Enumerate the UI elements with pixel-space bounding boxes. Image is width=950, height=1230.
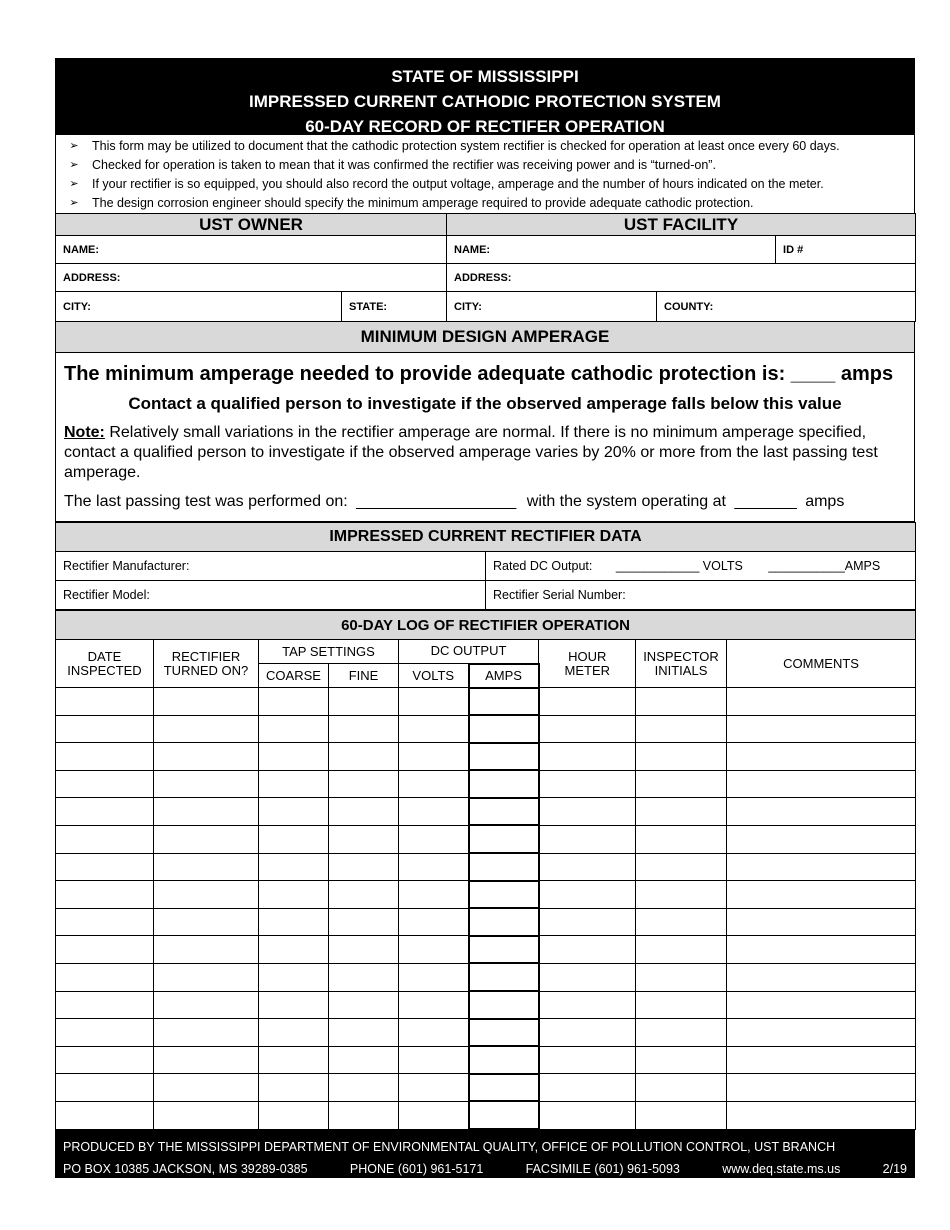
instruction-item [56,194,914,213]
volts-cell[interactable] [399,853,469,881]
date-cell[interactable] [56,715,154,743]
arrow-bullet-icon: ➢ [69,140,79,152]
footer-fax: FACSIMILE (601) 961-5093 [525,1162,680,1176]
initials-cell[interactable] [636,936,727,964]
amps-cell[interactable] [469,1046,539,1074]
coarse-cell[interactable] [259,991,329,1019]
initials-cell[interactable] [636,963,727,991]
owner-address-field[interactable]: ADDRESS: [56,264,447,292]
amps-cell[interactable] [469,908,539,936]
fine-cell[interactable] [329,991,399,1019]
comments-cell[interactable] [727,908,916,936]
date-cell[interactable] [56,963,154,991]
arrow-bullet-icon: ➢ [69,159,79,171]
rectifier-data-header: IMPRESSED CURRENT RECTIFIER DATA [56,523,916,552]
amps-cell[interactable] [469,688,539,716]
amps-cell[interactable] [469,715,539,743]
amps-cell[interactable] [469,853,539,881]
arrow-bullet-icon: ➢ [69,197,79,209]
coarse-cell[interactable] [259,1019,329,1047]
amps-cell[interactable] [469,770,539,798]
log-row [56,1101,916,1129]
col-date-inspected: DATE INSPECTED [56,640,154,688]
amps-cell[interactable] [469,1074,539,1102]
fine-cell[interactable] [329,1019,399,1047]
log-row [56,1046,916,1074]
coarse-cell[interactable] [259,936,329,964]
volts-cell[interactable] [399,798,469,826]
last-test-date-blank[interactable]: __________________ [356,493,517,510]
coarse-cell[interactable] [259,825,329,853]
note-paragraph [64,423,906,483]
coarse-cell[interactable] [259,1046,329,1074]
instruction-item [56,137,914,156]
volts-unit: VOLTS [702,559,743,573]
note-text: Relatively small variations in the rectifier amperage are normal. If there is no minimum amperage specified, contact a qualified person to investigate if the observed amperage varies by 20% or more from the last passing test amperage. [64,424,878,481]
turned-on-cell[interactable] [154,991,259,1019]
volts-cell[interactable] [399,825,469,853]
min-design-section [55,353,915,522]
initials-cell[interactable] [636,825,727,853]
comments-cell[interactable] [727,770,916,798]
instruction-text: This form may be utilized to document that the cathodic protection system rectifier is checked for operation at least once every 60 days. [92,139,840,153]
turned-on-cell[interactable] [154,881,259,909]
footer-contact-line [63,1158,907,1180]
col-tap-settings: TAP SETTINGS [259,640,399,664]
volts-cell[interactable] [399,770,469,798]
log-row [56,770,916,798]
facility-id-field[interactable]: ID # [776,236,916,264]
volts-cell[interactable] [399,1046,469,1074]
turned-on-cell[interactable] [154,1019,259,1047]
volts-cell[interactable] [399,1019,469,1047]
footer-website: www.deq.state.ms.us [722,1162,841,1176]
fine-cell[interactable] [329,798,399,826]
title-system: IMPRESSED CURRENT CATHODIC PROTECTION SYSTEM [249,92,721,111]
volts-blank[interactable]: ____________ [615,559,700,573]
amps-cell[interactable] [469,936,539,964]
footer-phone: PHONE (601) 961-5171 [349,1162,484,1176]
rectifier-data-table [55,522,916,610]
col-comments: COMMENTS [727,640,916,688]
fine-cell[interactable] [329,1074,399,1102]
comments-cell[interactable] [727,1046,916,1074]
turned-on-cell[interactable] [154,770,259,798]
hour-meter-cell[interactable] [539,853,636,881]
coarse-cell[interactable] [259,715,329,743]
amps-unit: AMPS [844,559,881,573]
hour-meter-cell[interactable] [539,825,636,853]
turned-on-cell[interactable] [154,825,259,853]
footer-po-box: PO BOX 10385 JACKSON, MS 39289-0385 [63,1162,308,1176]
arrow-bullet-icon: ➢ [69,178,79,190]
volts-cell[interactable] [399,963,469,991]
footer-revision: 2/19 [882,1162,907,1176]
date-cell[interactable] [56,881,154,909]
instruction-text: Checked for operation is taken to mean that it was confirmed the rectifier was receiving power and is “turned-on”. [92,158,716,172]
turned-on-cell[interactable] [154,963,259,991]
col-amps: AMPS [469,664,539,688]
log-row [56,881,916,909]
col-coarse: COARSE [259,664,329,688]
instruction-text: The design corrosion engineer should specify the minimum amperage required to provide adequate cathodic protection. [92,196,754,210]
facility-city-field[interactable]: CITY: [447,292,657,322]
coarse-cell[interactable] [259,743,329,771]
instruction-item [56,156,914,175]
date-cell[interactable] [56,825,154,853]
hour-meter-cell[interactable] [539,770,636,798]
col-fine: FINE [329,664,399,688]
volts-cell[interactable] [399,936,469,964]
fine-cell[interactable] [329,715,399,743]
rated-dc-output-field[interactable] [486,552,916,581]
comments-cell[interactable] [727,1101,916,1129]
log-row [56,825,916,853]
comments-cell[interactable] [727,743,916,771]
initials-cell[interactable] [636,853,727,881]
log-row [56,991,916,1019]
hour-meter-cell[interactable] [539,936,636,964]
fine-cell[interactable] [329,688,399,716]
title-state: STATE OF MISSISSIPPI [391,67,579,86]
coarse-cell[interactable] [259,881,329,909]
fine-cell[interactable] [329,1046,399,1074]
hour-meter-cell[interactable] [539,963,636,991]
col-dc-output: DC OUTPUT [399,640,539,664]
turned-on-cell[interactable] [154,688,259,716]
facility-county-field[interactable]: COUNTY: [657,292,916,322]
footer-produced-by: PRODUCED BY THE MISSISSIPPI DEPARTMENT OF ENVIRONMENTAL QUALITY, OFFICE OF POLLUTION CONTROL, UST BRANCH [63,1140,836,1154]
coarse-cell[interactable] [259,853,329,881]
initials-cell[interactable] [636,1101,727,1129]
turned-on-cell[interactable] [154,743,259,771]
hour-meter-cell[interactable] [539,1019,636,1047]
date-cell[interactable] [56,798,154,826]
date-cell[interactable] [56,991,154,1019]
log-row [56,798,916,826]
hour-meter-cell[interactable] [539,908,636,936]
date-cell[interactable] [56,770,154,798]
min-design-header: MINIMUM DESIGN AMPERAGE [55,322,915,353]
instructions-list [55,135,915,213]
comments-cell[interactable] [727,688,916,716]
comments-cell[interactable] [727,991,916,1019]
hour-meter-cell[interactable] [539,1074,636,1102]
coarse-cell[interactable] [259,798,329,826]
date-cell[interactable] [56,1046,154,1074]
comments-cell[interactable] [727,1019,916,1047]
log-row [56,1074,916,1102]
amps-cell[interactable] [469,991,539,1019]
ust-facility-header: UST FACILITY [447,214,916,236]
fine-cell[interactable] [329,881,399,909]
initials-cell[interactable] [636,743,727,771]
volts-cell[interactable] [399,715,469,743]
volts-cell[interactable] [399,743,469,771]
comments-cell[interactable] [727,715,916,743]
initials-cell[interactable] [636,1019,727,1047]
hour-meter-cell[interactable] [539,743,636,771]
amps-cell[interactable] [469,825,539,853]
footer [55,1130,915,1178]
coarse-cell[interactable] [259,770,329,798]
date-cell[interactable] [56,936,154,964]
owner-name-field[interactable]: NAME: [56,236,447,264]
hour-meter-cell[interactable] [539,991,636,1019]
turned-on-cell[interactable] [154,936,259,964]
initials-cell[interactable] [636,770,727,798]
rectifier-manufacturer-field[interactable]: Rectifier Manufacturer: [56,552,486,581]
coarse-cell[interactable] [259,963,329,991]
coarse-cell[interactable] [259,688,329,716]
rectifier-serial-field[interactable]: Rectifier Serial Number: [486,581,916,610]
initials-cell[interactable] [636,991,727,1019]
comments-cell[interactable] [727,825,916,853]
fine-cell[interactable] [329,936,399,964]
initials-cell[interactable] [636,688,727,716]
log-row [56,908,916,936]
owner-city-field[interactable]: CITY: [56,292,342,322]
facility-address-field[interactable]: ADDRESS: [447,264,916,292]
comments-cell[interactable] [727,798,916,826]
comments-cell[interactable] [727,936,916,964]
fine-cell[interactable] [329,770,399,798]
log-row [56,963,916,991]
date-cell[interactable] [56,1074,154,1102]
initials-cell[interactable] [636,798,727,826]
fine-cell[interactable] [329,825,399,853]
turned-on-cell[interactable] [154,1046,259,1074]
note-label: Note: [64,424,105,441]
turned-on-cell[interactable] [154,853,259,881]
volts-cell[interactable] [399,908,469,936]
facility-name-field[interactable]: NAME: [447,236,776,264]
fine-cell[interactable] [329,1101,399,1129]
initials-cell[interactable] [636,881,727,909]
rectifier-log-table [55,610,916,1130]
date-cell[interactable] [56,908,154,936]
log-row [56,715,916,743]
log-row [56,936,916,964]
coarse-cell[interactable] [259,1074,329,1102]
date-cell[interactable] [56,1101,154,1129]
volts-cell[interactable] [399,688,469,716]
date-cell[interactable] [56,743,154,771]
amps-cell[interactable] [469,963,539,991]
amps-cell[interactable] [469,1019,539,1047]
fine-cell[interactable] [329,743,399,771]
rectifier-model-field[interactable]: Rectifier Model: [56,581,486,610]
log-header: 60-DAY LOG OF RECTIFIER OPERATION [56,611,916,640]
comments-cell[interactable] [727,1074,916,1102]
amps-cell[interactable] [469,1101,539,1129]
coarse-cell[interactable] [259,908,329,936]
fine-cell[interactable] [329,853,399,881]
hour-meter-cell[interactable] [539,798,636,826]
amps-cell[interactable] [469,743,539,771]
log-row [56,688,916,716]
ust-owner-header: UST OWNER [56,214,447,236]
amps-unit: amps [805,493,845,510]
turned-on-cell[interactable] [154,1074,259,1102]
volts-cell[interactable] [399,881,469,909]
hour-meter-cell[interactable] [539,1101,636,1129]
owner-state-field[interactable]: STATE: [342,292,447,322]
comments-cell[interactable] [727,963,916,991]
title-record: 60-DAY RECORD OF RECTIFER OPERATION [305,117,665,136]
contact-statement: Contact a qualified person to investigate if the observed amperage falls below this value [128,394,842,413]
hour-meter-cell[interactable] [539,688,636,716]
initials-cell[interactable] [636,715,727,743]
operating-at-label: with the system operating at [526,493,726,510]
turned-on-cell[interactable] [154,1101,259,1129]
hour-meter-cell[interactable] [539,715,636,743]
last-test-line [64,489,906,515]
col-volts: VOLTS [399,664,469,688]
date-cell[interactable] [56,688,154,716]
instruction-text: If your rectifier is so equipped, you should also record the output voltage, amperage and the number of hours indicated on the meter. [92,177,824,191]
initials-cell[interactable] [636,1074,727,1102]
hour-meter-cell[interactable] [539,1046,636,1074]
log-row [56,743,916,771]
col-hour-meter: HOUR METER [539,640,636,688]
volts-cell[interactable] [399,1101,469,1129]
log-row [56,1019,916,1047]
initials-cell[interactable] [636,1046,727,1074]
min-amperage-statement: The minimum amperage needed to provide adequate cathodic protection is: ____ amps [64,363,894,385]
date-cell[interactable] [56,853,154,881]
amps-cell[interactable] [469,798,539,826]
turned-on-cell[interactable] [154,798,259,826]
instruction-item [56,175,914,194]
last-test-label: The last passing test was performed on: [64,493,348,510]
col-rectifier-turned-on: RECTIFIER TURNED ON? [154,640,259,688]
fine-cell[interactable] [329,963,399,991]
amps-cell[interactable] [469,881,539,909]
form-title-banner [55,58,915,135]
turned-on-cell[interactable] [154,715,259,743]
operating-amps-blank[interactable]: _______ [734,493,797,510]
rectifier-record-form [55,58,915,1178]
turned-on-cell[interactable] [154,908,259,936]
owner-facility-table [55,213,916,322]
comments-cell[interactable] [727,881,916,909]
log-rows [56,688,916,1130]
coarse-cell[interactable] [259,1101,329,1129]
rated-dc-label: Rated DC Output: [493,559,593,573]
log-row [56,853,916,881]
col-inspector-initials: INSPECTOR INITIALS [636,640,727,688]
date-cell[interactable] [56,1019,154,1047]
initials-cell[interactable] [636,908,727,936]
volts-cell[interactable] [399,991,469,1019]
fine-cell[interactable] [329,908,399,936]
volts-cell[interactable] [399,1074,469,1102]
amps-blank[interactable]: ___________ [768,559,845,573]
comments-cell[interactable] [727,853,916,881]
hour-meter-cell[interactable] [539,881,636,909]
